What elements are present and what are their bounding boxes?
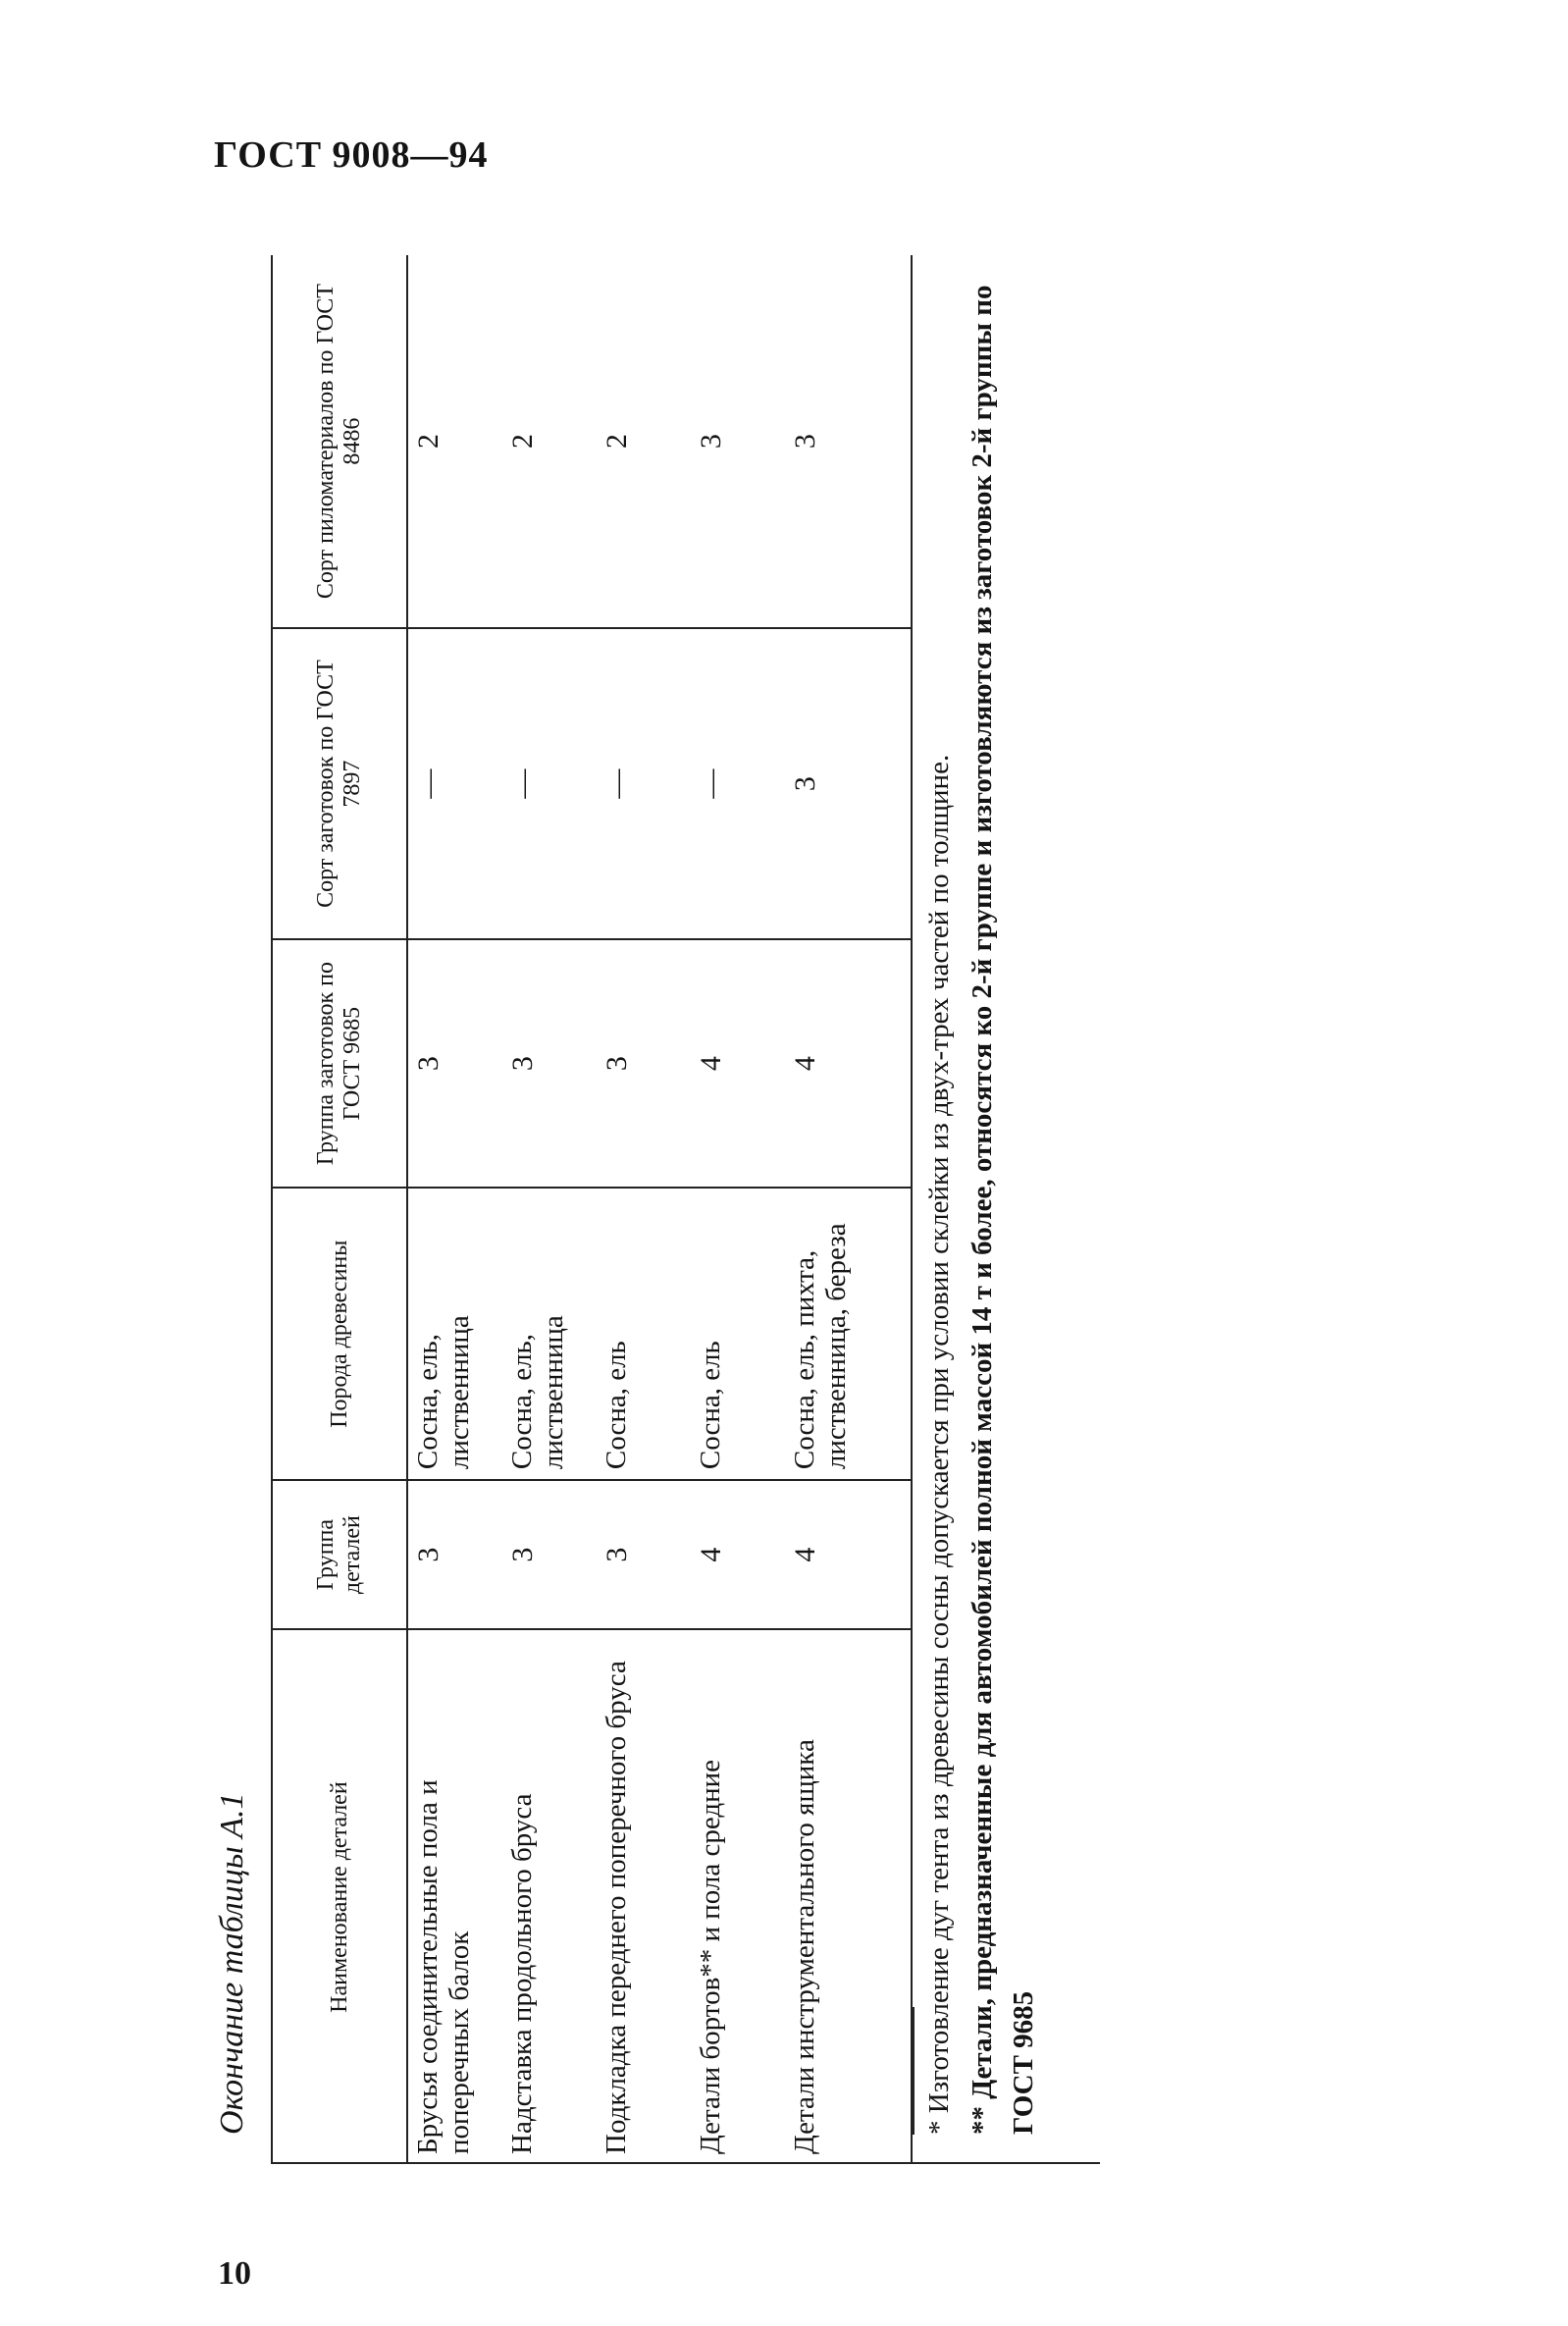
wood-species-cell: Сосна, ель, лиственница [407, 1188, 502, 1480]
blank-grade-cell: — [597, 628, 691, 939]
part-name-cell: Детали бортов** и пола средние [695, 1759, 726, 2154]
table-caption: Окончание таблицы А.1 [214, 1792, 250, 2135]
part-name-cell: Детали инструментального ящика [785, 1629, 912, 2164]
column-header: Сорт заготовок по ГОСТ 7897 [272, 628, 407, 939]
part-group-cell: 4 [785, 1480, 912, 1629]
part-name-cell: Подкладка переднего поперечного бруса [601, 1661, 632, 2154]
lumber-grade-cell: 2 [502, 255, 597, 628]
blank-group-cell: 4 [691, 939, 785, 1188]
column-header: Наименование деталей [272, 1629, 407, 2164]
blank-grade-cell: — [407, 628, 502, 939]
column-header: Порода древесины [272, 1188, 407, 1480]
table-row [785, 255, 912, 2164]
lumber-grade-cell: 3 [785, 255, 912, 628]
blank-group-cell: 4 [785, 939, 912, 1188]
wood-species-cell: Сосна, ель, лиственница [502, 1188, 597, 1480]
lumber-grade-cell: 2 [597, 255, 691, 628]
specification-table [271, 255, 913, 2164]
part-group-cell: 3 [407, 1480, 502, 1629]
table-row [691, 255, 785, 2164]
page-number: 10 [218, 2255, 251, 2292]
table-row [597, 255, 691, 2164]
blank-group-cell: 3 [502, 939, 597, 1188]
column-header: Группа заготовок по ГОСТ 9685 [272, 939, 407, 1188]
blank-grade-cell: — [691, 628, 785, 939]
wood-species-cell: Сосна, ель [691, 1188, 785, 1480]
part-name-cell: Надставка продольного бруса [506, 1793, 538, 2154]
part-group-cell: 4 [691, 1480, 785, 1629]
wood-species-cell: Сосна, ель [597, 1188, 691, 1480]
blank-grade-cell: — [502, 628, 597, 939]
footnote-1: * Изготовление дуг тента из древесины сосны допускается при условии склейки из двух-трех частей по толщине. [923, 754, 955, 2135]
document-header: ГОСТ 9008—94 [214, 134, 489, 176]
part-name-cell: Брусья соединительные пола и поперечных балок [412, 1779, 476, 2154]
table-header-row [272, 255, 407, 2164]
blank-grade-cell: 3 [785, 628, 912, 939]
blank-group-cell: 3 [407, 939, 502, 1188]
table-row [407, 255, 502, 2164]
lumber-grade-cell: 3 [691, 255, 785, 628]
rotated-table-block [214, 255, 1097, 2164]
part-group-cell: 3 [502, 1480, 597, 1629]
column-header: Сорт пиломатериалов по ГОСТ 8486 [272, 255, 407, 628]
part-group-cell: 3 [597, 1480, 691, 1629]
table-row [502, 255, 597, 2164]
blank-group-cell: 3 [597, 939, 691, 1188]
footnote-rule [913, 2007, 915, 2135]
column-header: Группа деталей [272, 1480, 407, 1629]
lumber-grade-cell: 2 [407, 255, 502, 628]
footnote-2: ** Детали, предназначенные для автомобилей полной массой 14 т и более, относятся ко 2-й группе и изготовляются из заготовок 2-й группы по ГОСТ 9685 [967, 285, 1040, 2135]
wood-species-cell: Сосна, ель, пихта, лиственница, береза [785, 1188, 912, 1480]
